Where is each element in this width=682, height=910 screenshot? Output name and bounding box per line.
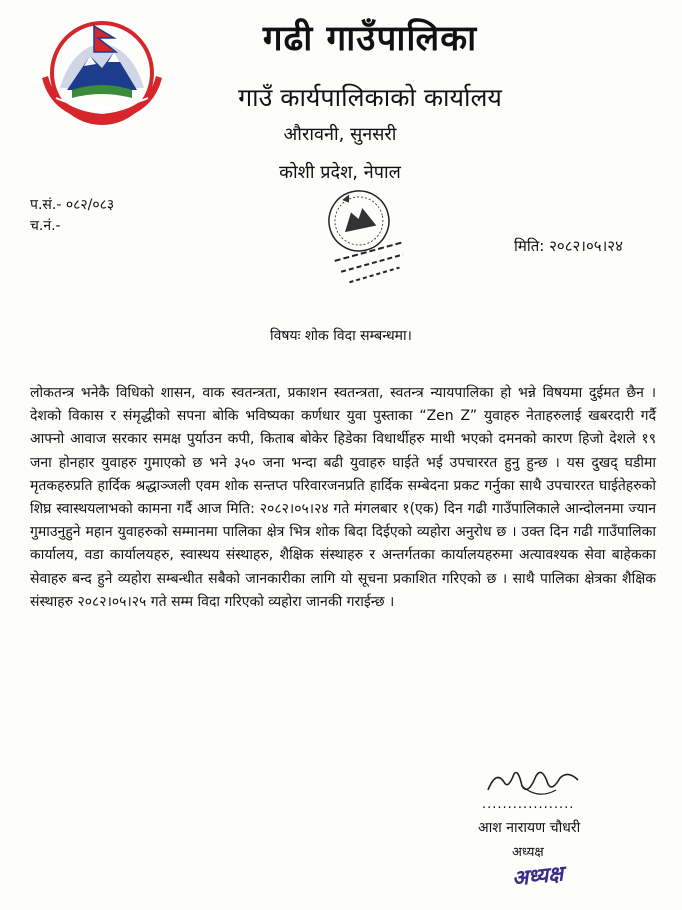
letter-body: लोकतन्त्र भनेकै विधिको शासन, वाक स्वतन्त्रता, प्रकाशन स्वतन्त्रता, स्वतन्त्र न्यायपालिका हो भन्ने विषयमा दुईमत छैन । देशको विकास र संमृद्धीको सपना बोकि भविष्यका कर्णधार युवा पुस्ताका “Zen Z” युवाहरु नेताहरुलाई खबरदारी गर्दै आफ्नो आवाज सरकार समक्ष पुर्याउन कपी, किताब बोकेर हिडेका विधार्थीहरु माथी भएको दमनको कारण हिजो देशले १९ जना होनहार युवाहरु गुमाएको छ भने ३५० जना भन्दा बढी युवाहरु घाईते भई उपचाररत हुनु हुन्छ । यस दुखद् घडीमा मृतकहरुप्रति हार्दिक श्रद्धाञ्जली एवम शोक सन्तप्त परिवारजनप्रति हार्दिक सम्बेदना प्रकट गर्नुका साथै उपचाररत घाईतेहरुको शिघ्र स्वास्थयलाभको कामना गर्दै आज मिति: २०८२।०५।२४ गते मंगलबार १(एक) दिन गढी गाउँपालिकाले आन्दोलनमा ज्यान गुमाउनुहुने महान युवाहरुको सम्मानमा पालिका क्षेत्र भित्र शोक बिदा दिईएको व्यहोरा अनुरोध छ । उक्त दिन गढी गाउँपालिका कार्यालय, वडा कार्यालयहरु, स्वास्थय संस्थाहरु, शैक्षिक संस्थाहरु र अन्तर्गतका कार्यालयहरुमा अत्यावश्यक सेवा बाहेकका सेवाहरु बन्द हुने व्यहोरा सम्बन्धीत सबैको जानकारीका लागि यो सूचना प्रकाशित गरिएको छ । साथै पालिका क्षेत्रका शैक्षिक संस्थाहरु २०८२।०५।२५ गते सम्म विदा गरिएको व्यहोरा जानकी गराईन्छ ।	[30, 385, 656, 610]
letter-date: मिति: २०८२।०५।२४	[514, 237, 623, 255]
nepal-government-emblem-icon	[32, 18, 172, 128]
office-round-seal-icon	[300, 180, 430, 295]
address-line-1: औरावनी, सुनसरी	[283, 124, 397, 145]
designation-stamp: अध्यक्ष	[510, 861, 565, 891]
address-line-2: कोशी प्रदेश, नेपाल	[279, 162, 401, 183]
signature-dotted-line: ..................	[482, 797, 575, 812]
office-name: गढी गाउँपालिका	[262, 19, 478, 59]
signatory-name: आश नारायण चौधरी	[478, 820, 581, 836]
signatory-title: अध्यक्ष	[512, 845, 544, 860]
reference-number: प.सं.- ०८२/०८३	[30, 197, 115, 213]
dispatch-number: च.नं.-	[30, 218, 61, 234]
letter-subject: विषयः शोक विदा सम्बन्धमा।	[270, 328, 412, 344]
office-subtitle: गाउँ कार्यपालिकाको कार्यालय	[238, 83, 502, 112]
